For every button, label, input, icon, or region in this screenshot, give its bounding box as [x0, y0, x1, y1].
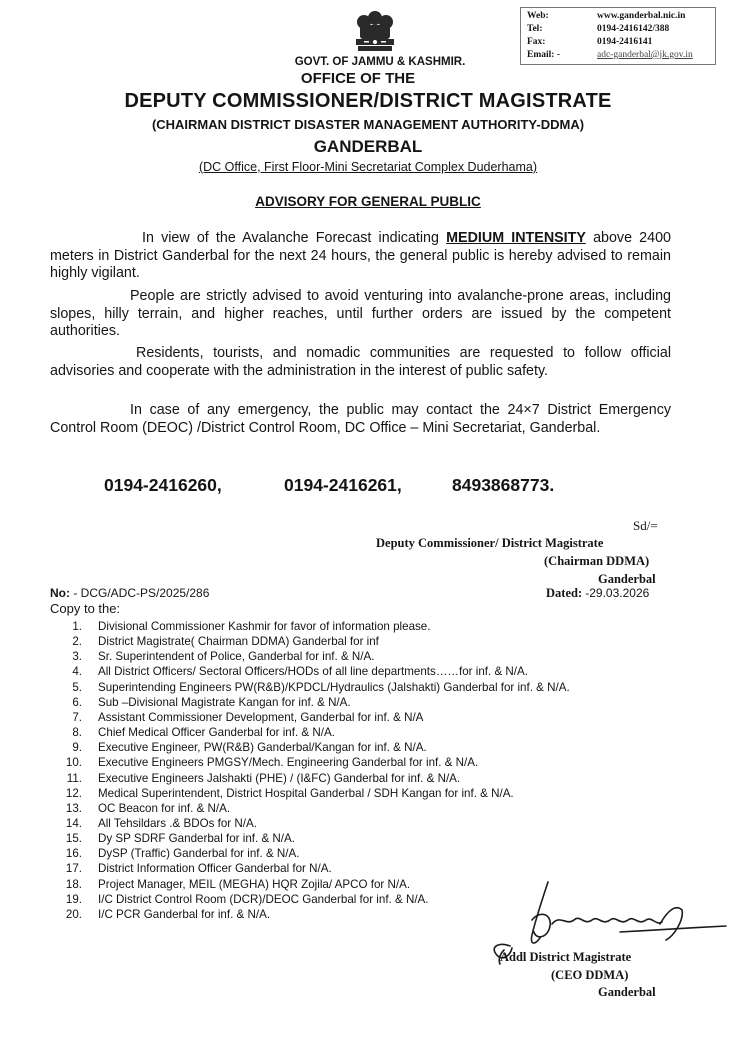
list-item-text: Dy SP SDRF Ganderbal for inf. & N/A. [98, 832, 295, 846]
list-item-number: 3. [72, 650, 82, 664]
list-item-text: Medical Superintendent, District Hospital Ganderbal / SDH Kangan for inf. & N/A. [98, 786, 514, 800]
list-item-text: Executive Engineer, PW(R&B) Ganderbal/Kangan for inf. & N/A. [98, 741, 427, 755]
list-item-text: DySP (Traffic) Ganderbal for inf. & N/A. [98, 847, 300, 861]
ashoka-emblem-icon [340, 8, 410, 56]
list-item-text: Sub –Divisional Magistrate Kangan for inf. & N/A. [98, 695, 351, 709]
list-item-text: District Magistrate( Chairman DDMA) Ganderbal for inf [98, 635, 379, 649]
advisory-heading [0, 194, 736, 209]
signatory-designation: Deputy Commissioner/ District Magistrate [376, 536, 604, 550]
list-item-number: 12. [65, 786, 82, 800]
list-item-number: 18. [65, 877, 82, 891]
list-item-number: 2. [72, 635, 82, 649]
phone-number-2[interactable]: 0194-2416261, [284, 475, 402, 495]
p3-text: Residents, tourists, and nomadic communities are requested to follow official advisories and cooperate with the administration in the interest of public safety. [50, 345, 671, 379]
list-item-text: Project Manager, MEIL (MEGHA) HQR Zojila/ APCO for N/A. [98, 877, 411, 891]
office-address [0, 160, 736, 174]
list-item-text: I/C PCR Ganderbal for inf. & N/A. [98, 907, 271, 921]
list-item-number: 7. [72, 710, 82, 724]
phone-number-3[interactable]: 8493868773. [452, 475, 555, 495]
contact-web-row [527, 11, 713, 23]
district-name: GANDERBAL [313, 137, 423, 156]
list-item-text: All Tehsildars .& BDOs for N/A. [98, 816, 257, 830]
web-value: www.ganderbal.nic.in [597, 11, 686, 21]
reference-label: No: [50, 586, 70, 600]
dated-line [546, 586, 649, 601]
list-item-number: 4. [72, 665, 82, 679]
list-item-text: Chief Medical Officer Ganderbal for inf. & N/A. [98, 726, 335, 740]
list-item-number: 10. [65, 756, 82, 770]
list-item-text: I/C District Control Room (DCR)/DEOC Ganderbal for inf. & N/A. [98, 892, 429, 906]
list-item-number: 13. [65, 801, 82, 815]
list-item-text: Executive Engineers Jalshakti (PHE) / (I&FC) Ganderbal for inf. & N/A. [98, 771, 461, 785]
advisory-paragraph-4 [50, 402, 671, 437]
tel-label: Tel: [527, 24, 543, 34]
sd-mark: Sd/= [633, 518, 658, 533]
fax-label: Fax: [527, 37, 546, 47]
govt-name: GOVT. OF JAMMU & KASHMIR. [294, 56, 466, 68]
signatory-chairman: (Chairman DDMA) [544, 554, 650, 568]
list-item-number: 19. [65, 892, 82, 906]
page-title: DEPUTY COMMISSIONER/DISTRICT MAGISTRATE [124, 90, 612, 112]
copy-to-heading: Copy to the: [50, 601, 121, 616]
addl-dm-district: Ganderbal [598, 985, 656, 999]
list-item-number: 15. [65, 832, 82, 846]
email-value: adc-ganderbal@jk.gov.in [597, 50, 693, 60]
list-item-number: 5. [72, 680, 82, 694]
list-item-number: 1. [72, 620, 82, 633]
office-of-line: OFFICE OF THE [300, 70, 416, 87]
list-item-text: Assistant Commissioner Development, Ganderbal for inf. & N/A [98, 710, 424, 724]
email-label: Email: - [527, 50, 560, 60]
advisory-paragraph-3 [50, 345, 671, 380]
p4-text: In case of any emergency, the public may contact the 24×7 District Emergency Control Room (DEOC) /District Control Room, DC Office – Mini Secretariat, Ganderbal. [50, 402, 671, 436]
addl-dm-ceo: (CEO DDMA) [551, 968, 629, 982]
intensity-emphasis: MEDIUM INTENSITY [446, 230, 586, 246]
office-address-text: (DC Office, First Floor-Mini Secretariat Complex Duderhama) [198, 160, 538, 174]
list-item-number: 9. [72, 741, 82, 755]
reference-value: - DCG/ADC-PS/2025/286 [73, 586, 210, 600]
list-item-text: Sr. Superintendent of Police, Ganderbal for inf. & N/A. [98, 650, 375, 664]
list-item-number: 8. [72, 726, 82, 740]
dated-value: -29.03.2026 [585, 586, 650, 600]
list-item-number: 14. [65, 816, 82, 830]
fax-value: 0194-2416141 [597, 37, 653, 47]
dated-label: Dated: [546, 586, 583, 600]
reference-number [50, 586, 209, 600]
list-item-text: All District Officers/ Sectoral Officers/HODs of all line departments……for inf. & N/A. [98, 665, 528, 679]
list-item-number: 11. [66, 771, 82, 785]
web-label: Web: [527, 11, 549, 21]
contact-email-row [527, 50, 713, 62]
list-item-text: Superintending Engineers PW(R&B)/KPDCL/Hydraulics (Jalshakti) Ganderbal for inf. & N/A. [98, 680, 570, 694]
p1-lead: In view of the Avalanche Forecast indicating [142, 230, 439, 246]
contact-fax-row [527, 37, 713, 49]
list-item-text: Executive Engineers PMGSY/Mech. Engineering Ganderbal for inf. & N/A. [98, 756, 479, 770]
advisory-paragraph-2 [50, 288, 671, 341]
advisory-heading-text: ADVISORY FOR GENERAL PUBLIC [255, 194, 481, 209]
p2-text: People are strictly advised to avoid venturing into avalanche-prone areas, including slopes, hilly terrain, and higher reaches, until further orders are issued by the competent authorities. [50, 288, 671, 339]
list-item-number: 6. [72, 695, 82, 709]
list-item-text: Divisional Commissioner Kashmir for favor of information please. [98, 620, 431, 633]
p1-rest: above 2400 meters in District Ganderbal for the next 24 hours, the general public is hereby advised to remain highly vigilant. [50, 230, 671, 281]
list-item-number: 20. [65, 907, 82, 921]
signatory-district: Ganderbal [598, 572, 656, 586]
contact-info-box [520, 7, 716, 65]
list-item-number: 16. [65, 847, 82, 861]
phone-number-1[interactable]: 0194-2416260, [104, 475, 222, 495]
contact-tel-row [527, 24, 713, 36]
list-item-text: District Information Officer Ganderbal for N/A. [98, 862, 332, 876]
tel-value: 0194-2416142/388 [597, 24, 670, 34]
list-item-number: 17. [65, 862, 82, 876]
list-item-text: OC Beacon for inf. & N/A. [98, 801, 231, 815]
addl-dm-designation: Addl District Magistrate [500, 950, 632, 964]
advisory-paragraph-1 [50, 230, 671, 283]
ddma-subtitle: (CHAIRMAN DISTRICT DISASTER MANAGEMENT AUTHORITY-DDMA) [151, 117, 585, 132]
